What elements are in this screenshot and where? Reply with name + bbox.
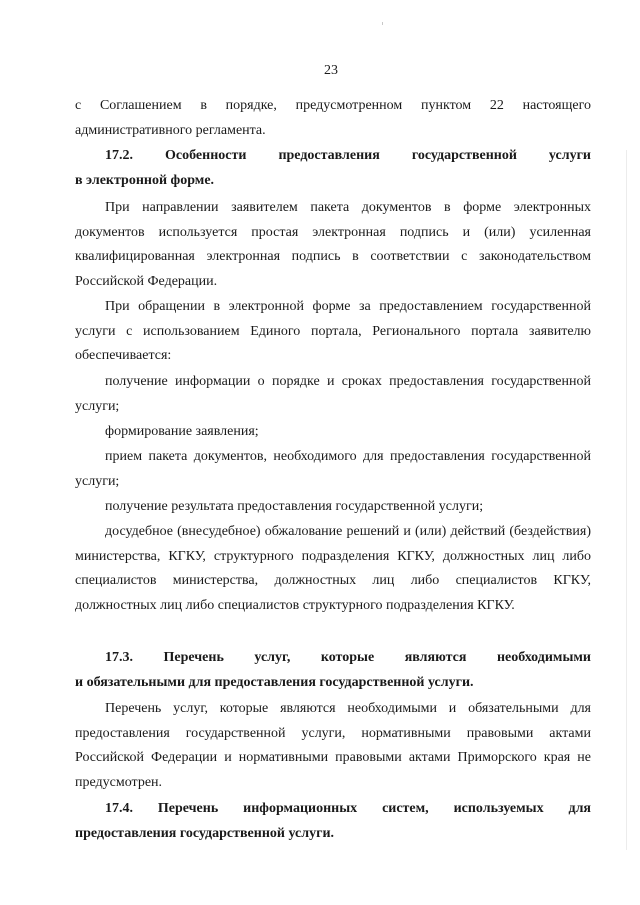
section-heading-17-4-line1: 17.4. Перечень информационных систем, используемых для: [105, 801, 591, 816]
section-heading-17-3-line2: и обязательными для предоставления государственной услуги.: [75, 674, 474, 690]
section-heading-17-4-cont: [75, 822, 591, 847]
list-item-result: получение результата предоставления государственной услуги;: [105, 499, 484, 514]
section-heading-17-2-line2: в электронной форме.: [75, 172, 215, 188]
paragraph-continuation: с Соглашением в порядке, предусмотренном пунктом 22 настоящего административного регламента.: [75, 98, 591, 138]
section-heading-17-3-line1: 17.3. Перечень услуг, которые являются необходимыми: [105, 650, 591, 665]
section-heading-17-3-cont: [75, 671, 591, 696]
scan-edge-line: [626, 150, 627, 850]
section-heading-17-2-cont: [75, 169, 591, 194]
section-heading-17-4-line2: предоставления государственной услуги.: [75, 825, 335, 841]
paragraph-electronic-signature: При направлении заявителем пакета документов в форме электронных документов используется простая электронная подпись и (или) усиленная квалифицированная электронная подпись в соответствии с законодательством Российской Федерации.: [75, 200, 591, 289]
section-heading-17-2: [105, 144, 591, 169]
section-heading-17-3: [105, 646, 591, 671]
section-heading-17-2-line1: 17.2. Особенности предоставления государственной услуги: [105, 148, 591, 163]
paragraph-services-list: Перечень услуг, которые являются необходимыми и обязательными для предоставления государственной услуги, нормативными правовыми актами Российской Федерации и нормативными правовыми актами Приморского края не предусмотрен.: [75, 701, 591, 790]
list-item-application: формирование заявления;: [105, 424, 259, 439]
list-item-documents: прием пакета документов, необходимого для предоставления государственной услуги;: [75, 449, 591, 489]
paragraph-portal-access: При обращении в электронной форме за предоставлением государственной услуги с использованием Единого портала, Регионального портала заявителю обеспечивается:: [75, 299, 591, 364]
scan-speck: [382, 22, 383, 25]
page-number: 23: [324, 63, 338, 78]
section-heading-17-4: [105, 797, 591, 822]
list-item-information: получение информации о порядке и сроках предоставления государственной услуги;: [75, 374, 591, 414]
list-item-appeal: досудебное (внесудебное) обжалование решений и (или) действий (бездействия) министерства, КГКУ, структурного подразделения КГКУ, должностных лиц либо специалистов министерства, должностных лиц либо специалистов КГКУ, должностных лиц либо специалистов структурного подразделения КГКУ.: [75, 524, 591, 613]
